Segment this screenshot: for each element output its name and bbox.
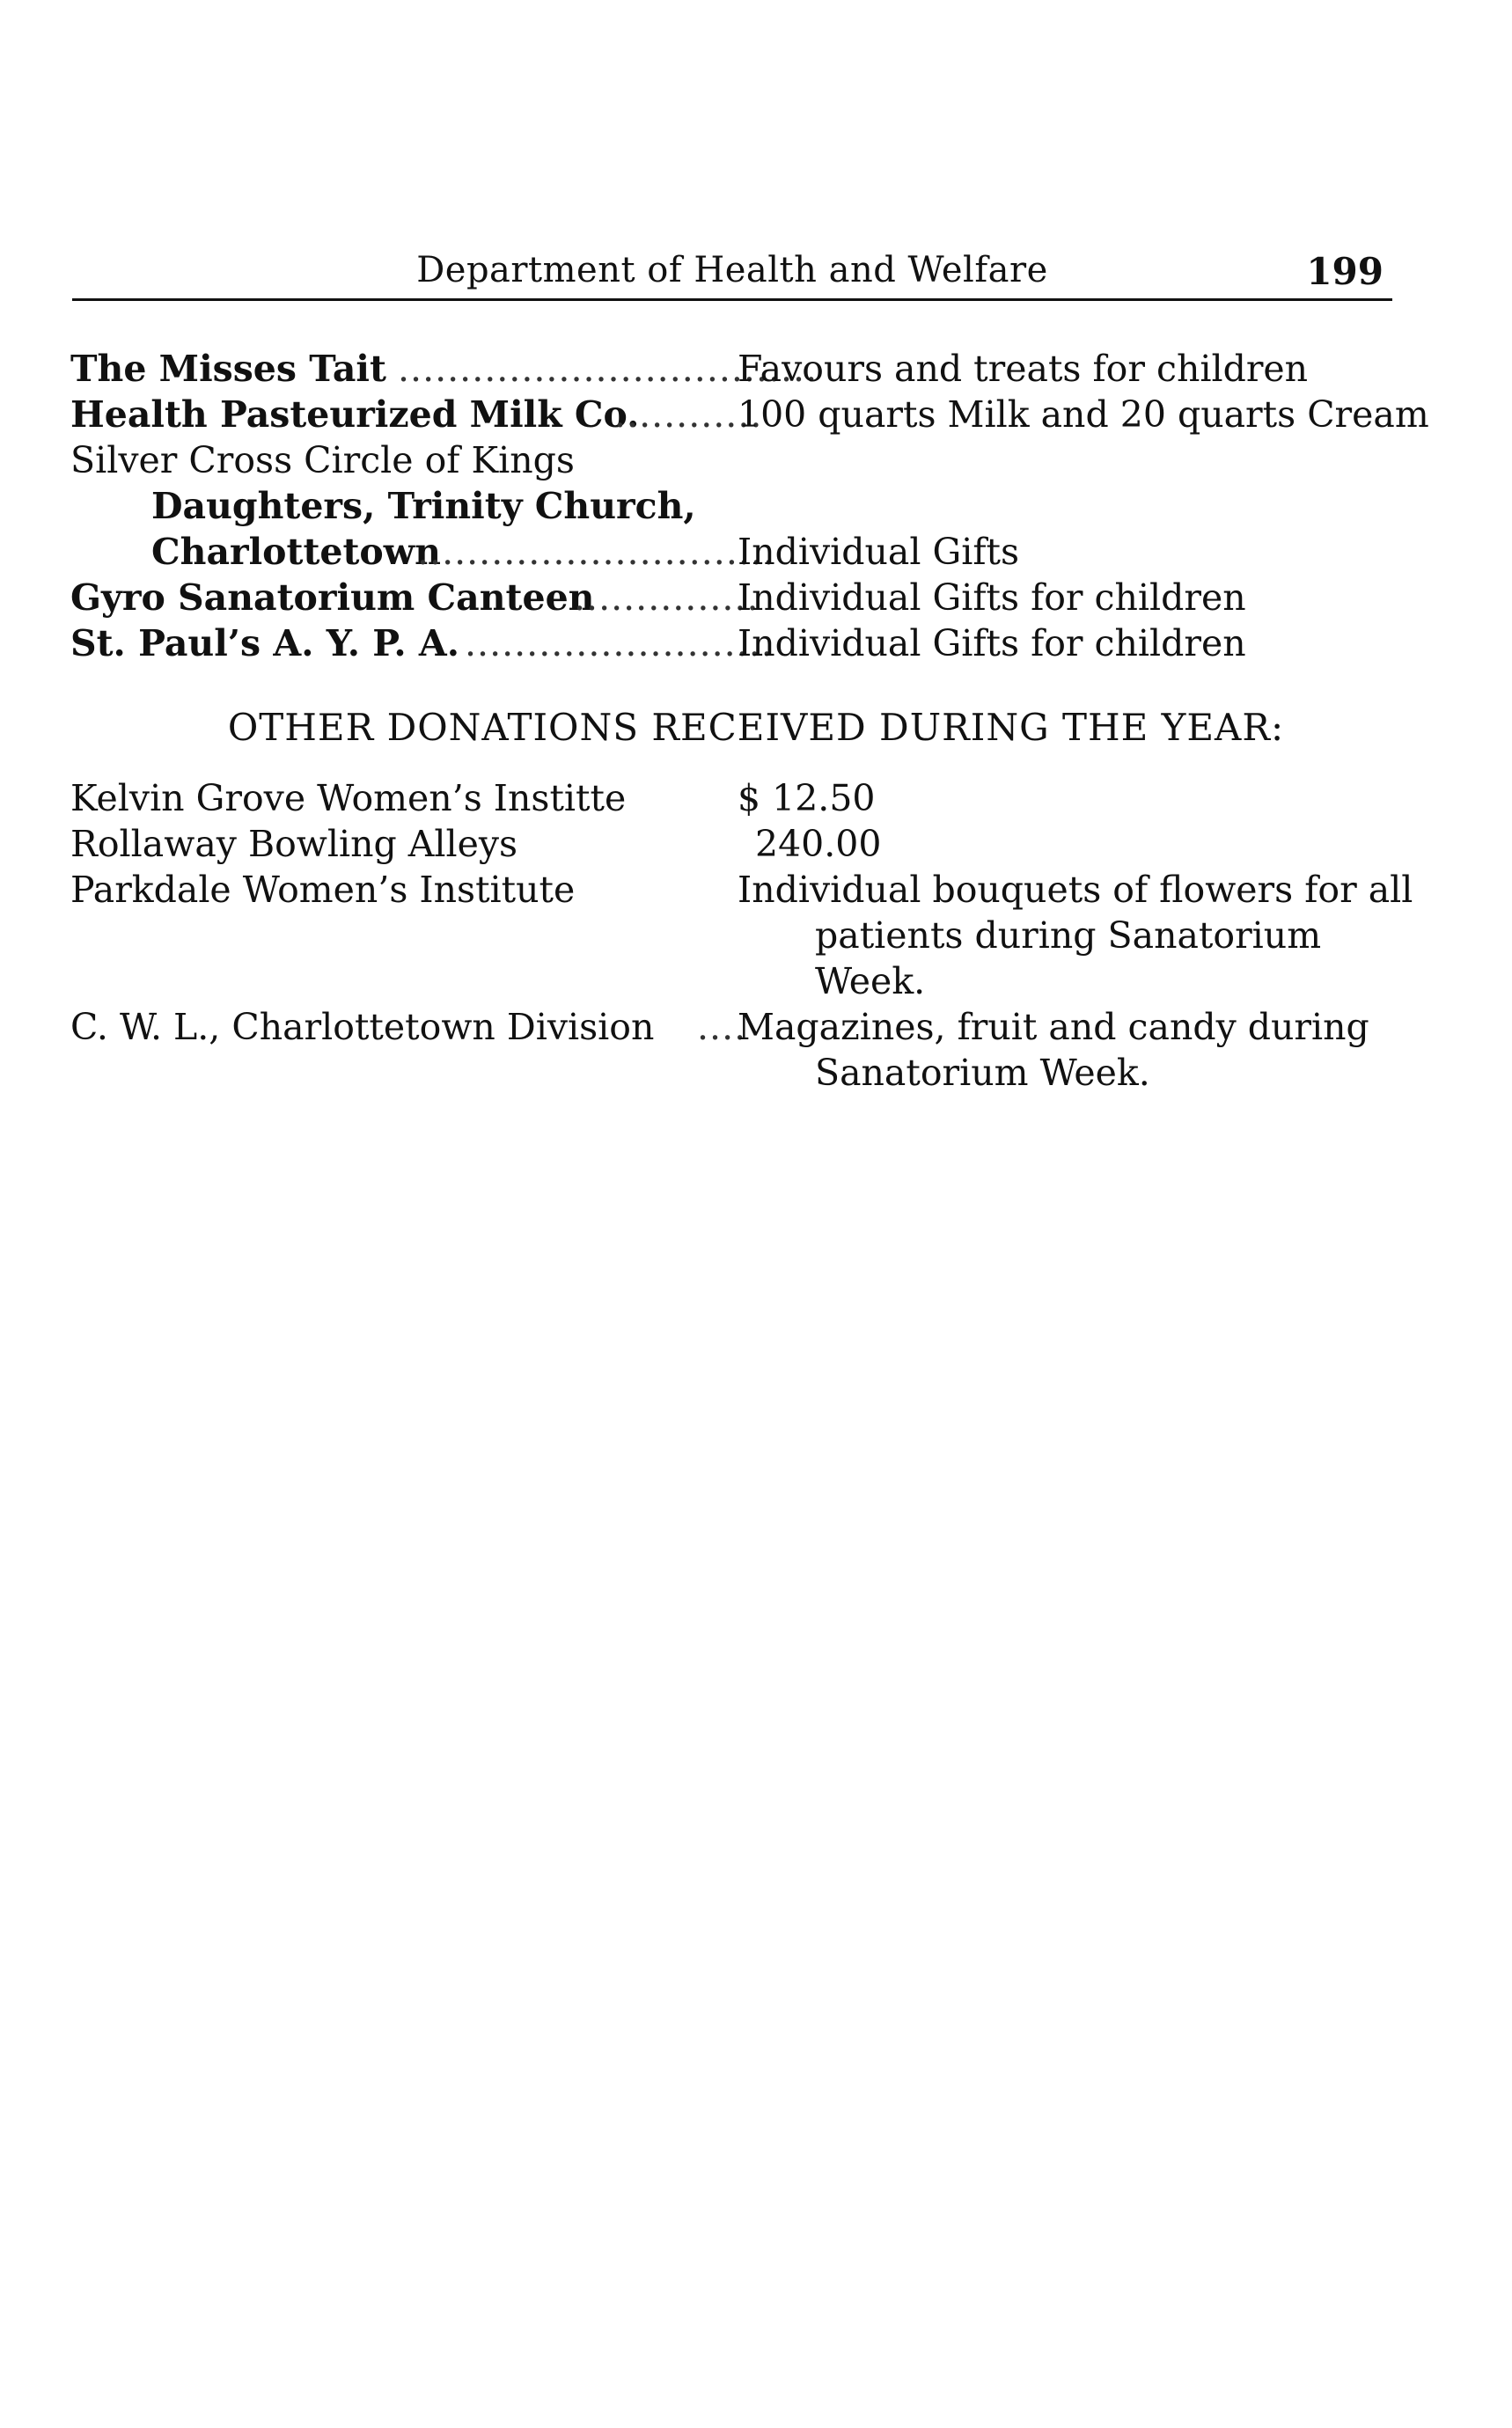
donor-name: Kelvin Grove Women’s Institte [70,777,627,819]
donor-name: Health Pasteurized Milk Co. [70,393,640,436]
donation-description-continued: patients during Sanatorium [815,914,1322,957]
leader-dots: ............ [614,393,763,436]
leader-dots: .................................. [398,348,818,390]
leader-dots: ............... [574,576,760,619]
running-title: Department of Health and Welfare [416,250,1048,290]
donation-amount: $ 12.50 [738,777,876,819]
donor-name: C. W. L., Charlottetown Division [70,1006,655,1048]
donation-description-continued: Week. [815,960,926,1002]
donation-description: Individual bouquets of flowers for all [738,869,1413,911]
gift-description: Individual Gifts for children [738,576,1246,619]
donor-name: Daughters, Trinity Church, [151,485,696,527]
donor-name: Gyro Sanatorium Canteen [70,576,595,619]
gift-description: Individual Gifts [738,531,1020,573]
page-header [72,239,1392,301]
gift-description: Favours and treats for children [738,348,1309,390]
page-number: 199 [1306,250,1384,293]
donor-name: Parkdale Women’s Institute [70,869,576,911]
header-rule [72,298,1392,301]
leader-dots: ......................... [465,622,774,664]
leader-dots: ............................. [417,531,775,573]
donor-name: Charlottetown [151,531,441,573]
leader-dots: .... [697,1006,747,1048]
donor-name: St. Paul’s A. Y. P. A. [70,622,459,664]
gift-description: Individual Gifts for children [738,622,1246,664]
donor-name: The Misses Tait [70,348,386,390]
gift-description: 100 quarts Milk and 20 quarts Cream [738,393,1429,436]
donor-name: Silver Cross Circle of Kings [70,439,575,481]
donation-amount: 240.00 [755,823,882,865]
section-title: OTHER DONATIONS RECEIVED DURING THE YEAR: [227,706,1285,749]
donor-name: Rollaway Bowling Alleys [70,823,518,865]
donation-description: Magazines, fruit and candy during [738,1006,1369,1048]
donation-description-continued: Sanatorium Week. [815,1052,1150,1094]
